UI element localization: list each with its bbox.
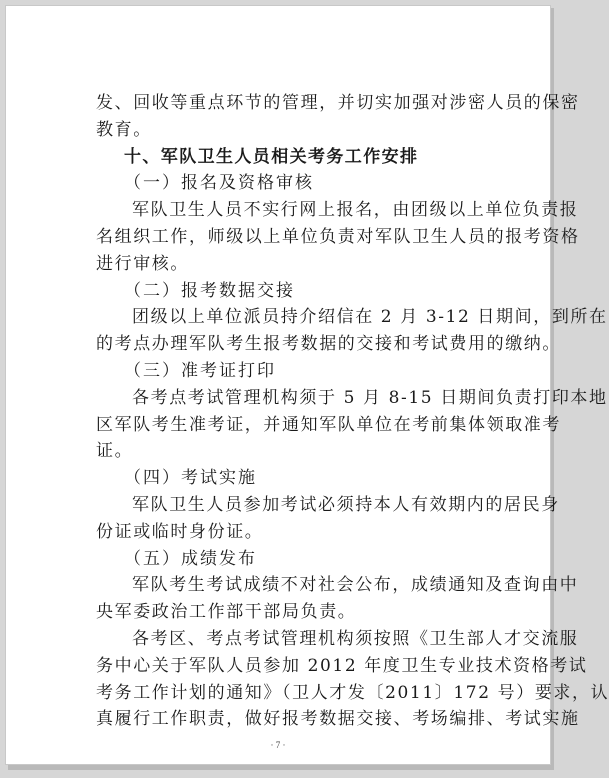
text-line: 的考点办理军队考生报考数据的交接和考试费用的缴纳。: [96, 334, 561, 355]
text-line: 务中心关于军队人员参加 2012 年度卫生专业技术资格考试: [96, 655, 588, 676]
text-line: 教育。: [96, 119, 152, 140]
text-line: 名组织工作，师级以上单位负责对军队卫生人员的报考资格: [96, 227, 580, 247]
document-page: [5, 5, 609, 765]
text-line: 军队卫生人员参加考试必须持本人有效期内的居民身: [132, 495, 560, 515]
text-line: 份证或临时身份证。: [96, 521, 264, 542]
text-line: 军队考生考试成绩不对社会公布，成绩通知及查询由中: [132, 575, 579, 596]
text-line: 央军委政治工作部干部局负责。: [96, 602, 357, 623]
subsection-heading: （三）准考证打印: [124, 361, 276, 381]
text-line: 真履行工作职责，做好报考数据交接、考场编排、考试实施: [96, 709, 580, 730]
subsection-heading: （五）成绩发布: [124, 548, 257, 569]
page-number: · 7 ·: [270, 740, 286, 751]
text-line: 考务工作计划的通知》（卫人才发〔2011〕172 号）要求，认: [96, 682, 609, 703]
text-line: 团级以上单位派员持介绍信在 2 月 3-12 日期间，到所在: [132, 307, 608, 328]
text-line: 发、回收等重点环节的管理，并切实加强对涉密人员的保密: [96, 93, 580, 113]
subsection-heading: （四）考试实施: [124, 468, 257, 489]
section-heading: 十、军队卫生人员相关考务工作安排: [124, 146, 419, 167]
text-line: 证。: [96, 441, 134, 462]
text-line: 区军队考生准考证，并通知军队单位在考前集体领取准考: [96, 414, 561, 435]
subsection-heading: （一）报名及资格审核: [124, 173, 314, 194]
text-line: 军队卫生人员不实行网上报名，由团级以上单位负责报: [132, 200, 579, 221]
text-line: 各考区、考点考试管理机构须按照《卫生部人才交流服: [132, 629, 579, 649]
subsection-heading: （二）报考数据交接: [124, 280, 295, 301]
text-line: 进行审核。: [96, 253, 189, 274]
text-line: 各考点考试管理机构须于 5 月 8-15 日期间负责打印本地: [132, 387, 608, 408]
